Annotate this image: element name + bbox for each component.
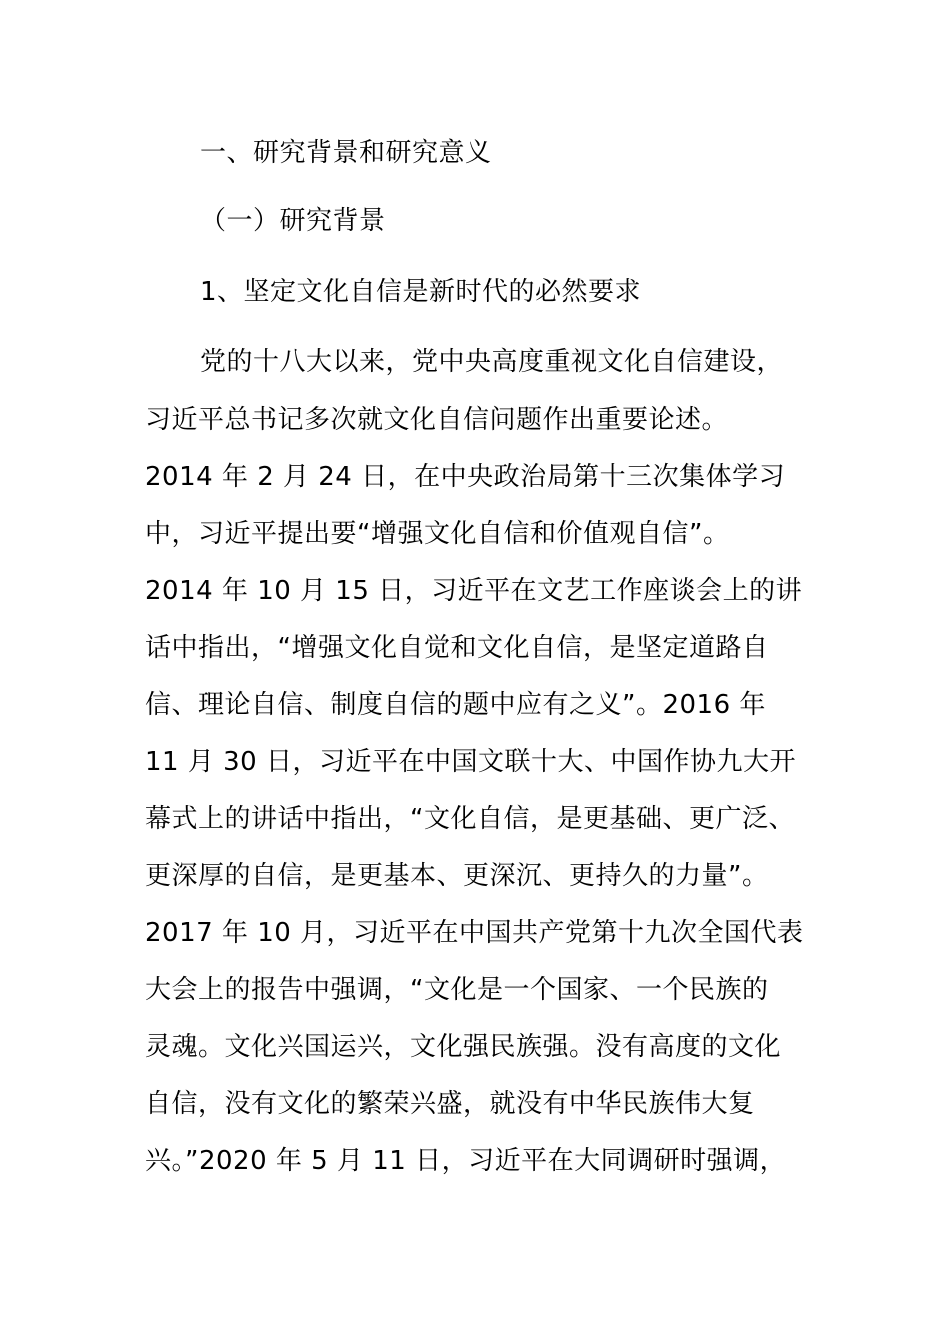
- paragraph-line: 幕式上的讲话中指出，“文化自信，是更基础、更广泛、: [145, 804, 795, 834]
- paragraph-line: 中，习近平提出要“增强文化自信和价值观自信”。: [145, 519, 730, 549]
- paragraph-line: 话中指出，“增强文化自觉和文化自信，是坚定道路自: [145, 633, 769, 663]
- paragraph-line: 2014 年 2 月 24 日，在中央政治局第十三次集体学习: [145, 462, 786, 492]
- paragraph-line: 灵魂。文化兴国运兴，文化强民族强。没有高度的文化: [145, 1032, 782, 1062]
- section-heading: 一、研究背景和研究意义: [200, 138, 492, 168]
- paragraph-line: 自信，没有文化的繁荣兴盛，就没有中华民族伟大复: [145, 1089, 755, 1119]
- paragraph-line: 2014 年 10 月 15 日，习近平在文艺工作座谈会上的讲: [145, 576, 803, 606]
- subsection-heading: （一）研究背景: [200, 206, 386, 236]
- paragraph-line: 11 月 30 日，习近平在中国文联十大、中国作协九大开: [145, 747, 796, 777]
- paragraph-line: 习近平总书记多次就文化自信问题作出重要论述。: [145, 405, 729, 435]
- paragraph-line: 2017 年 10 月，习近平在中国共产党第十九次全国代表: [145, 918, 804, 948]
- paragraph-line: 信、理论自信、制度自信的题中应有之义”。2016 年: [145, 690, 766, 720]
- item-heading: 1、坚定文化自信是新时代的必然要求: [200, 277, 642, 307]
- paragraph-line: 党的十八大以来，党中央高度重视文化自信建设，: [200, 347, 784, 377]
- paragraph-line: 更深厚的自信，是更基本、更深沉、更持久的力量”。: [145, 861, 769, 891]
- paragraph-line: 大会上的报告中强调，“文化是一个国家、一个民族的: [145, 975, 769, 1005]
- paragraph-line: 兴。”2020 年 5 月 11 日，习近平在大同调研时强调，: [145, 1146, 787, 1176]
